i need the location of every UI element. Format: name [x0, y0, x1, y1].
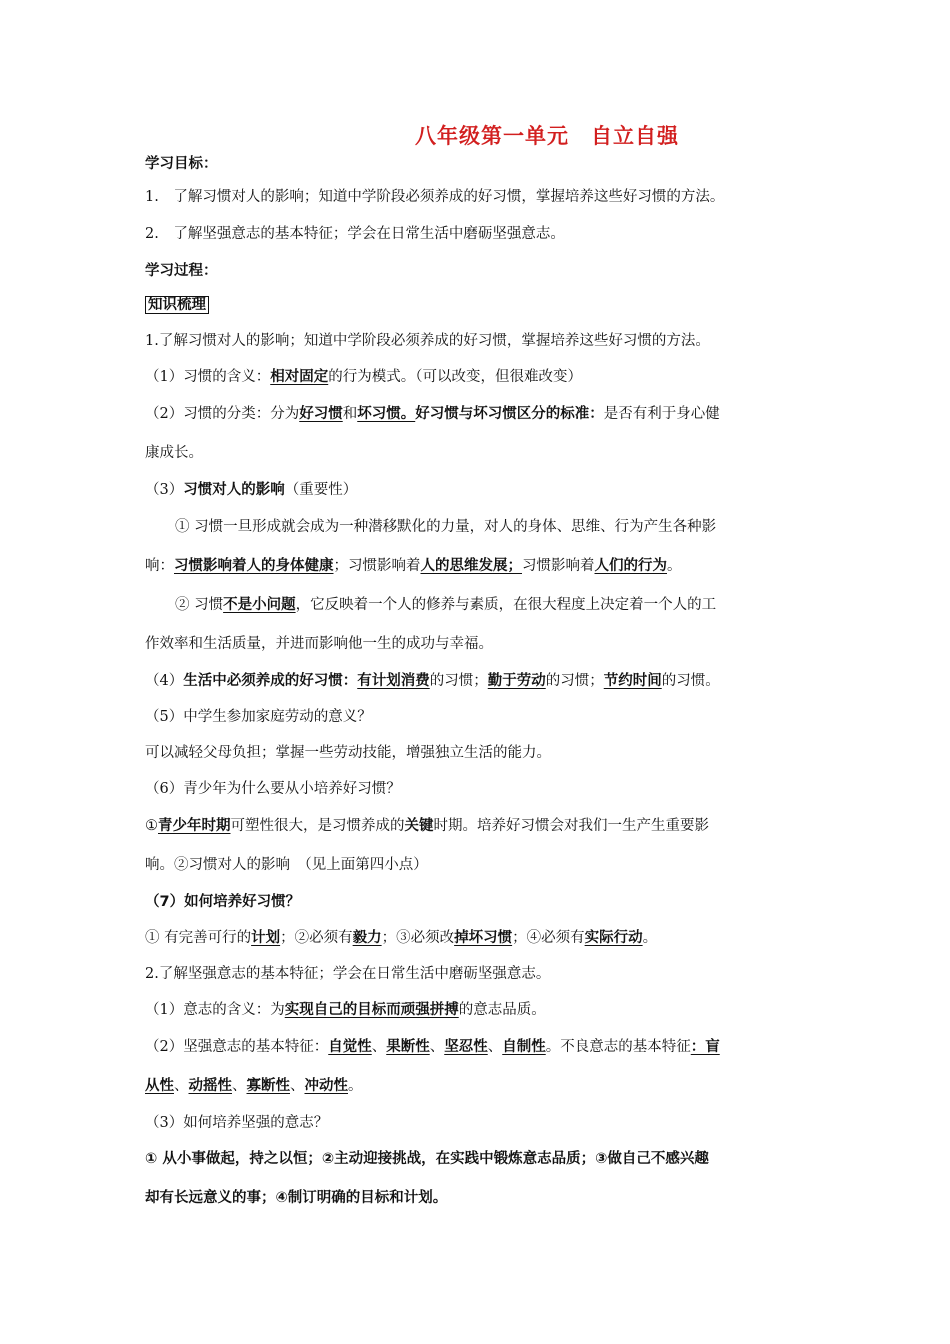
- habit-influence-1: ① 习惯一旦形成就会成为一种潜移默化的力量，对人的身体、思维、行为产生各种影: [175, 519, 717, 535]
- will-definition: （1）意志的含义：为实现自己的目标而顽强拼搏的意志品质。: [145, 1002, 546, 1018]
- process-heading: 学习过程：: [145, 263, 218, 279]
- document-page: [145, 118, 810, 1206]
- habit-definition: （1）习惯的含义：相对固定的行为模式。（可以改变，但很难改变）: [145, 369, 582, 385]
- habit-influence-heading: （3）习惯对人的影响（重要性）: [145, 482, 358, 498]
- habit-influence-2: ② 习惯不是小问题，它反映着一个人的修养与素质，在很大程度上决定着一个人的工: [175, 597, 717, 613]
- section-2-heading: 2.了解坚强意志的基本特征；学会在日常生活中磨砺坚强意志。: [145, 966, 551, 982]
- goals-heading: 学习目标：: [145, 156, 218, 172]
- goal-1: 1. 了解习惯对人的影响；知道中学阶段必须养成的好习惯，掌握培养这些好习惯的方法。: [145, 189, 725, 205]
- cultivate-question: （7）如何培养好习惯？: [145, 894, 301, 910]
- must-have-habits: （4）生活中必须养成的好习惯：有计划消费的习惯；勤于劳动的习惯；节约时间的习惯。: [145, 673, 720, 689]
- youth-answer-cont: 响。②习惯对人的影响 （见上面第四小点）: [145, 857, 428, 873]
- habit-classification: （2）习惯的分类：分为好习惯和坏习惯。好习惯与坏习惯区分的标准：是否有利于身心健: [145, 406, 720, 422]
- habit-influence-2-cont: 作效率和生活质量，并进而影响他一生的成功与幸福。: [145, 636, 493, 652]
- cultivate-answer: ① 有完善可行的计划；②必须有毅力；③必须改掉坏习惯；④必须有实际行动。: [145, 930, 658, 946]
- habit-classification-cont: 康成长。: [145, 445, 203, 461]
- will-features-cont: 从性、动摇性、寡断性、冲动性。: [145, 1078, 363, 1094]
- housework-answer: 可以减轻父母负担；掌握一些劳动技能，增强独立生活的能力。: [145, 745, 551, 761]
- section-1-heading: 1.了解习惯对人的影响；知道中学阶段必须养成的好习惯，掌握培养这些好习惯的方法。: [145, 333, 710, 349]
- knowledge-box-heading: 知识梳理: [145, 295, 209, 315]
- habit-influence-1-cont: 响：习惯影响着人的身体健康；习惯影响着人的思维发展；习惯影响着人们的行为。: [145, 558, 682, 574]
- will-features: （2）坚强意志的基本特征：自觉性、果断性、坚忍性、自制性。不良意志的基本特征：盲: [145, 1039, 720, 1055]
- youth-answer: ①青少年时期可塑性很大，是习惯养成的关键时期。培养好习惯会对我们一生产生重要影: [145, 818, 709, 834]
- strong-will-answer: ① 从小事做起，持之以恒；②主动迎接挑战，在实践中锻炼意志品质；③做自己不感兴趣: [145, 1151, 709, 1167]
- goal-2: 2. 了解坚强意志的基本特征；学会在日常生活中磨砺坚强意志。: [145, 226, 565, 242]
- strong-will-answer-cont: 却有长远意义的事；④制订明确的目标和计划。: [145, 1190, 448, 1206]
- strong-will-question: （3）如何培养坚强的意志？: [145, 1115, 329, 1131]
- youth-question: （6）青少年为什么要从小培养好习惯？: [145, 781, 401, 797]
- housework-question: （5）中学生参加家庭劳动的意义？: [145, 709, 372, 725]
- page-title: 八年级第一单元 自立自强: [415, 124, 679, 148]
